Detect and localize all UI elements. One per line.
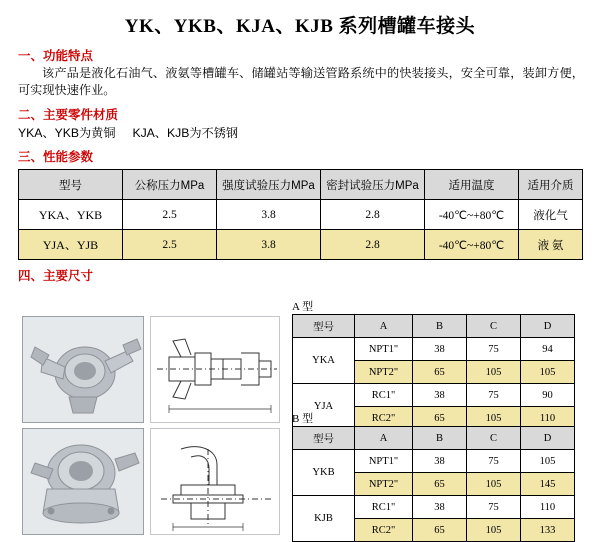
th-medium: 适用介质 xyxy=(519,170,583,200)
section-heading-features: 一、功能特点 xyxy=(18,49,94,63)
cell-b: 38 xyxy=(413,450,467,473)
cell-model: YKB xyxy=(293,450,355,496)
th-temperature: 适用温度 xyxy=(425,170,519,200)
cell-model: YJA、YJB xyxy=(19,230,123,260)
cell-b: 65 xyxy=(413,473,467,496)
cell-a: RC1" xyxy=(355,384,413,407)
table-row xyxy=(19,230,583,260)
cell-d: 133 xyxy=(521,519,575,542)
cell-a: RC1" xyxy=(355,496,413,519)
cell-b: 65 xyxy=(413,519,467,542)
cell-nominal-pressure: 2.5 xyxy=(123,200,217,230)
cell-b: 38 xyxy=(413,338,467,361)
table-header-row xyxy=(293,315,575,338)
dimension-table-type-b xyxy=(292,426,575,542)
coupler-photo-b-graphic xyxy=(23,429,143,534)
th-d: D xyxy=(521,427,575,450)
table-header-row xyxy=(293,427,575,450)
cell-c: 75 xyxy=(467,384,521,407)
cell-seal-test-pressure: 2.8 xyxy=(321,230,425,260)
section-heading-dimensions: 四、主要尺寸 xyxy=(18,269,94,283)
cell-d: 90 xyxy=(521,384,575,407)
cell-a: NPT1" xyxy=(355,338,413,361)
page-title: YK、YKB、KJA、KJB 系列槽罐车接头 xyxy=(124,16,476,37)
th-nominal-pressure: 公称压力MPa xyxy=(123,170,217,200)
cell-a: NPT2" xyxy=(355,473,413,496)
th-model: 型号 xyxy=(19,170,123,200)
cell-b: 65 xyxy=(413,361,467,384)
table-row xyxy=(293,384,575,407)
cell-nominal-pressure: 2.5 xyxy=(123,230,217,260)
product-drawing-type-b xyxy=(150,428,280,535)
features-paragraph: 该产品是液化石油气、液氨等槽罐车、储罐站等输送管路系统中的快装接头，安全可靠，装卸方便，可实现快速作业。 xyxy=(18,66,584,97)
cell-a: NPT1" xyxy=(355,450,413,473)
type-b-label: B 型 xyxy=(292,413,314,425)
th-seal-test-pressure: 密封试验压力MPa xyxy=(321,170,425,200)
cell-model: YKA、YKB xyxy=(19,200,123,230)
table-row xyxy=(19,200,583,230)
product-drawing-type-a xyxy=(150,316,280,423)
th-b: B xyxy=(413,315,467,338)
cell-medium: 液 氨 xyxy=(519,230,583,260)
cell-c: 75 xyxy=(467,450,521,473)
cell-c: 75 xyxy=(467,496,521,519)
cell-temperature: -40℃~+80℃ xyxy=(425,200,519,230)
cell-a: NPT2" xyxy=(355,361,413,384)
th-a: A xyxy=(355,315,413,338)
cell-strength-test-pressure: 3.8 xyxy=(217,200,321,230)
product-photo-type-b xyxy=(22,428,144,535)
performance-table xyxy=(18,169,583,260)
cell-model: YJA xyxy=(293,384,355,430)
cell-seal-test-pressure: 2.8 xyxy=(321,200,425,230)
cell-b: 38 xyxy=(413,384,467,407)
cell-d: 110 xyxy=(521,407,575,430)
cell-model: YKA xyxy=(293,338,355,384)
cell-b: 65 xyxy=(413,407,467,430)
th-a: A xyxy=(355,427,413,450)
cell-a: RC2" xyxy=(355,519,413,542)
th-b: B xyxy=(413,427,467,450)
table-row xyxy=(293,338,575,361)
dimensions-section xyxy=(0,292,600,542)
th-model: 型号 xyxy=(293,427,355,450)
product-photo-type-a xyxy=(22,316,144,423)
performance-table-wrap xyxy=(18,169,582,260)
cell-c: 105 xyxy=(467,361,521,384)
cell-d: 94 xyxy=(521,338,575,361)
table-row xyxy=(293,450,575,473)
coupler-photo-a-graphic xyxy=(23,317,143,422)
cell-c: 105 xyxy=(467,473,521,496)
table-row xyxy=(293,496,575,519)
cell-d: 105 xyxy=(521,361,575,384)
cell-temperature: -40℃~+80℃ xyxy=(425,230,519,260)
th-c: C xyxy=(467,315,521,338)
cell-d: 105 xyxy=(521,450,575,473)
cell-c: 105 xyxy=(467,519,521,542)
cell-a: RC2" xyxy=(355,407,413,430)
cell-c: 75 xyxy=(467,338,521,361)
th-strength-test-pressure: 强度试验压力MPa xyxy=(217,170,321,200)
cell-strength-test-pressure: 3.8 xyxy=(217,230,321,260)
table-header-row xyxy=(19,170,583,200)
cell-medium: 液化气 xyxy=(519,200,583,230)
dimension-table-type-a xyxy=(292,314,575,430)
cell-d: 110 xyxy=(521,496,575,519)
th-d: D xyxy=(521,315,575,338)
th-model: 型号 xyxy=(293,315,355,338)
type-a-label: A 型 xyxy=(292,301,314,313)
section-heading-material: 二、主要零件材质 xyxy=(18,108,119,122)
cell-d: 145 xyxy=(521,473,575,496)
coupler-drawing-a-graphic xyxy=(151,317,279,422)
th-c: C xyxy=(467,427,521,450)
cell-model: KJB xyxy=(293,496,355,542)
section-heading-performance: 三、性能参数 xyxy=(18,150,94,164)
cell-c: 105 xyxy=(467,407,521,430)
coupler-drawing-b-graphic xyxy=(151,429,279,534)
material-line: YKA、YKB为黄铜 KJA、KJB为不锈钢 xyxy=(18,126,239,140)
cell-b: 38 xyxy=(413,496,467,519)
